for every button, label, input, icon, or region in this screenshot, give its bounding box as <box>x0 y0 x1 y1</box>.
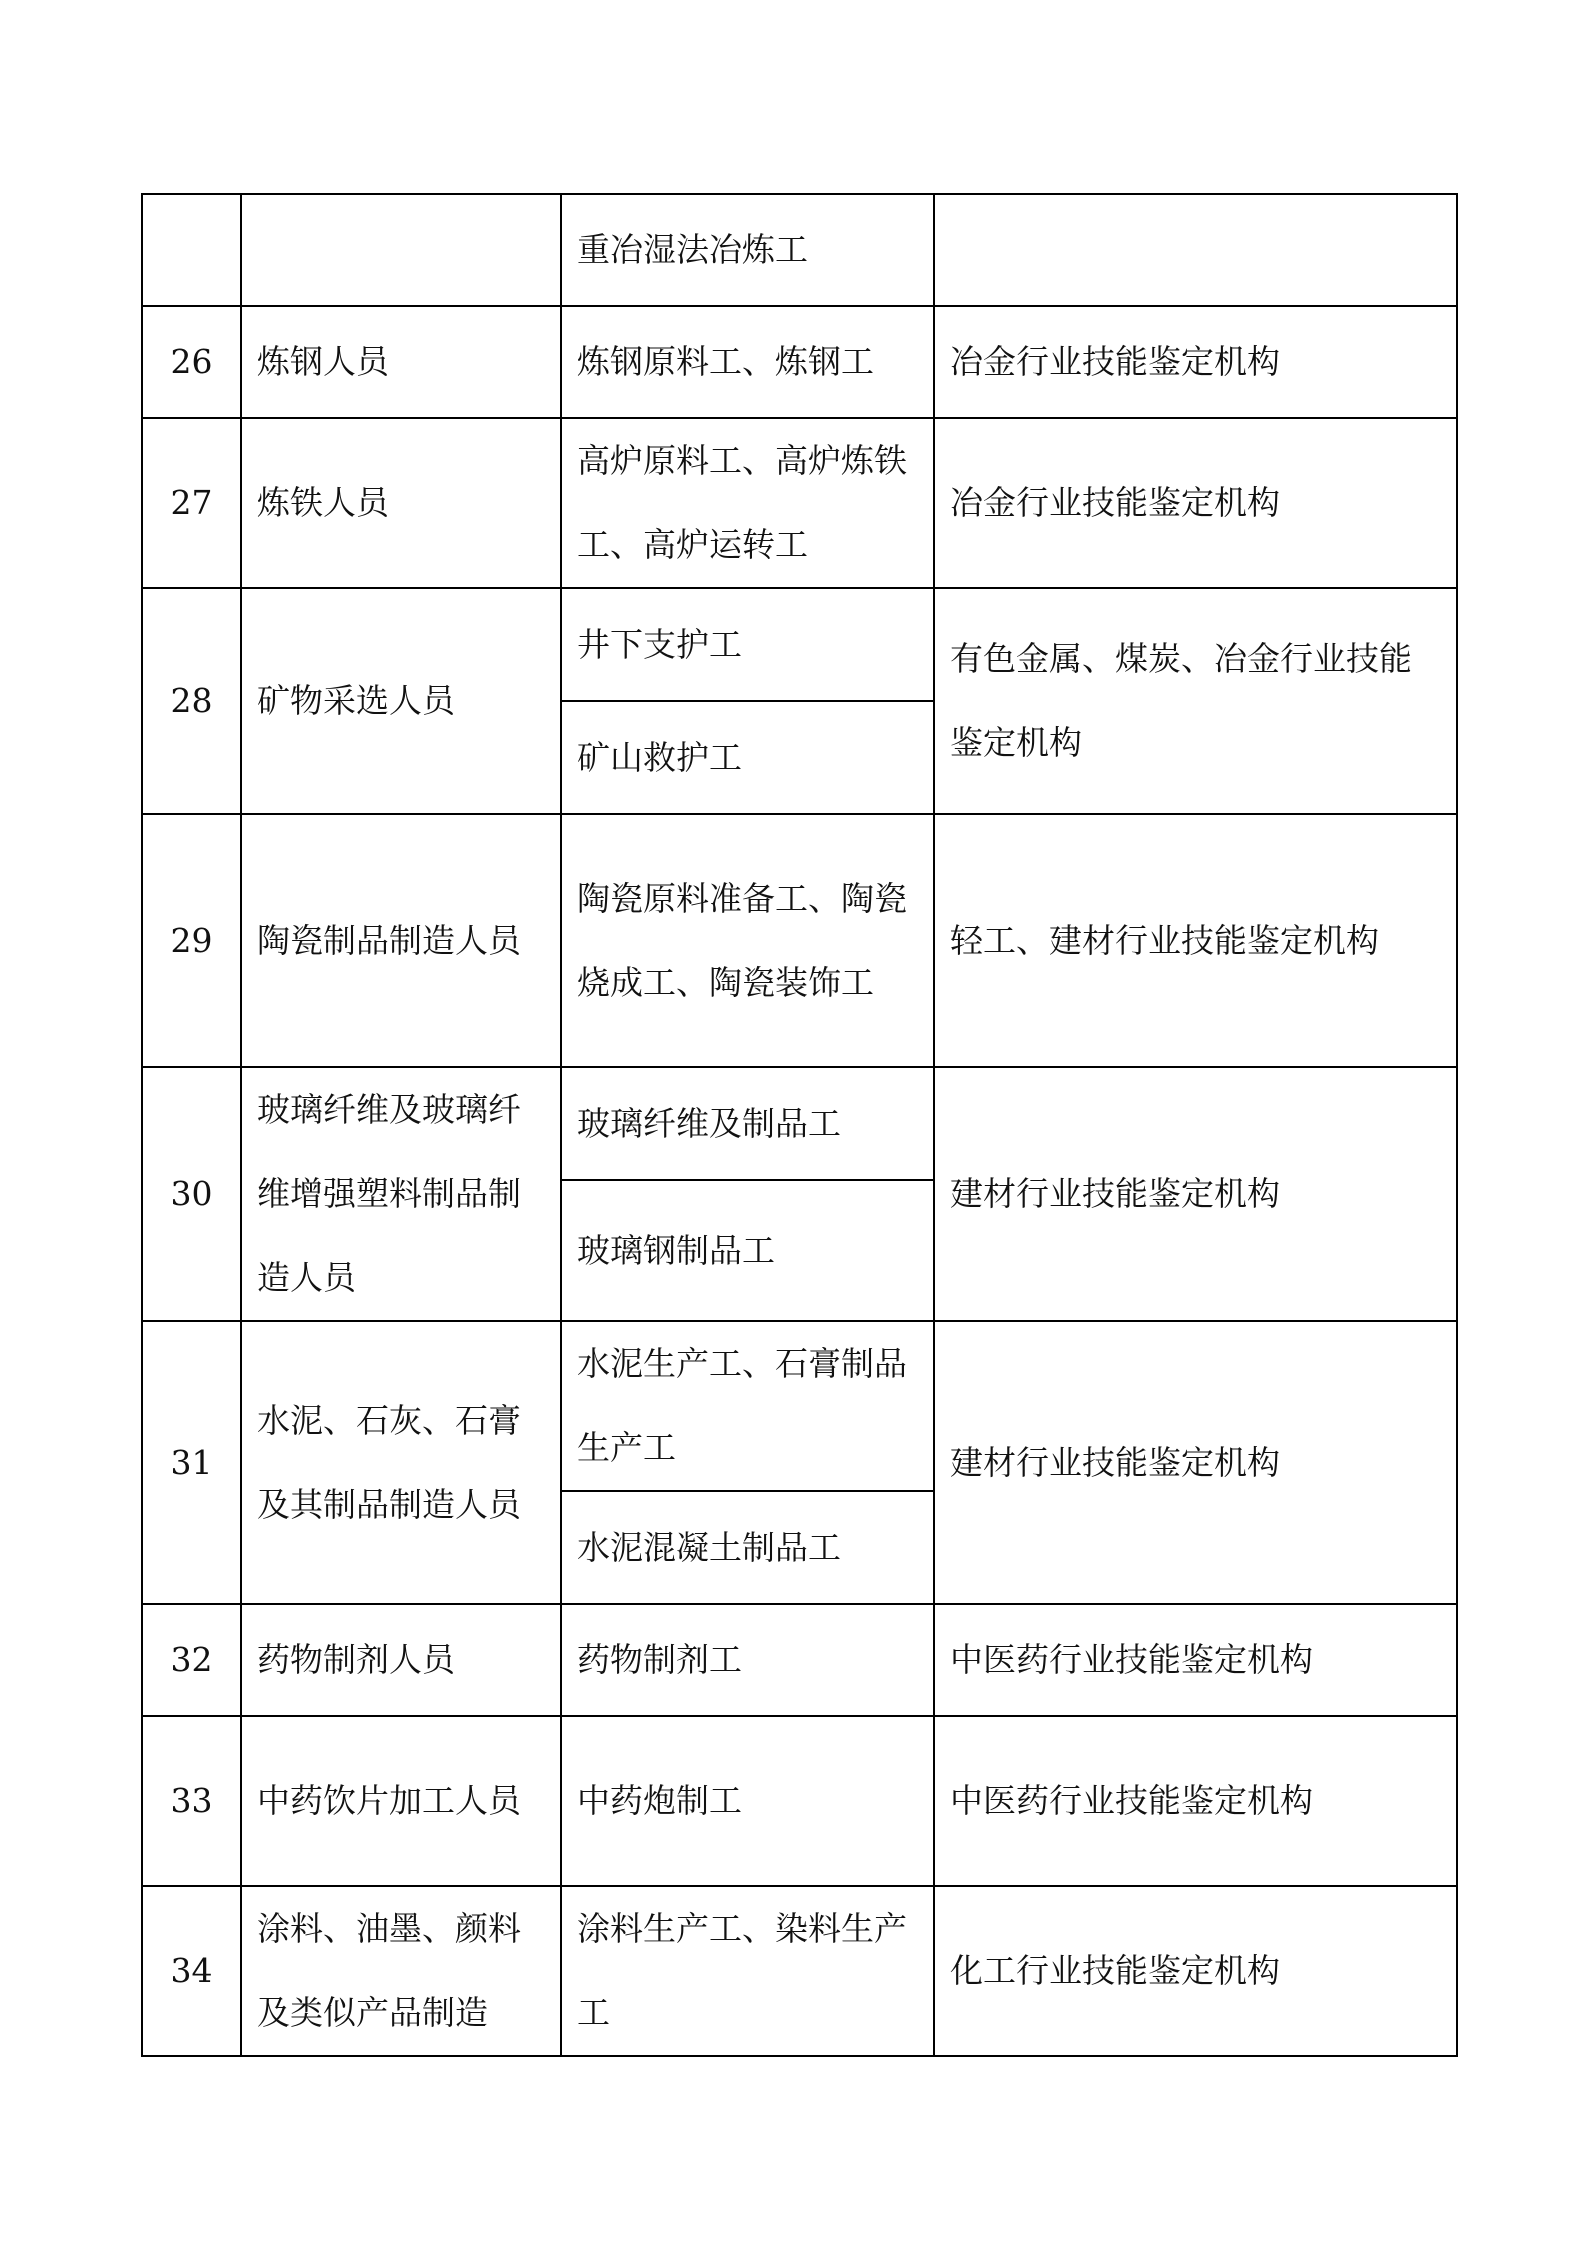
job-titles: 玻璃纤维及制品工 <box>561 1067 934 1180</box>
job-titles: 陶瓷原料准备工、陶瓷烧成工、陶瓷装饰工 <box>561 814 934 1067</box>
appraisal-agency: 建材行业技能鉴定机构 <box>934 1067 1457 1321</box>
appraisal-agency: 中医药行业技能鉴定机构 <box>934 1604 1457 1716</box>
table-row <box>142 1716 1457 1886</box>
table-row <box>142 814 1457 1067</box>
occupation-category: 炼铁人员 <box>241 418 561 588</box>
row-number: 26 <box>142 306 241 418</box>
table-row <box>142 1886 1457 2056</box>
appraisal-agency: 冶金行业技能鉴定机构 <box>934 306 1457 418</box>
job-titles: 矿山救护工 <box>561 701 934 814</box>
occupation-table <box>141 193 1458 2057</box>
occupation-category: 水泥、石灰、石膏及其制品制造人员 <box>241 1321 561 1604</box>
occupation-category <box>241 194 561 306</box>
row-number: 27 <box>142 418 241 588</box>
table-row <box>142 306 1457 418</box>
job-titles: 水泥生产工、石膏制品生产工 <box>561 1321 934 1491</box>
job-titles: 井下支护工 <box>561 588 934 701</box>
appraisal-agency: 有色金属、煤炭、冶金行业技能鉴定机构 <box>934 588 1457 814</box>
occupation-category: 矿物采选人员 <box>241 588 561 814</box>
table-row <box>142 418 1457 588</box>
row-number: 30 <box>142 1067 241 1321</box>
row-number: 32 <box>142 1604 241 1716</box>
appraisal-agency: 建材行业技能鉴定机构 <box>934 1321 1457 1604</box>
job-titles: 涂料生产工、染料生产工 <box>561 1886 934 2056</box>
table-row <box>142 588 1457 701</box>
job-titles: 高炉原料工、高炉炼铁工、高炉运转工 <box>561 418 934 588</box>
job-titles: 水泥混凝土制品工 <box>561 1491 934 1604</box>
job-titles: 药物制剂工 <box>561 1604 934 1716</box>
row-number: 28 <box>142 588 241 814</box>
occupation-category: 炼钢人员 <box>241 306 561 418</box>
row-number: 31 <box>142 1321 241 1604</box>
table-row <box>142 1604 1457 1716</box>
occupation-category: 药物制剂人员 <box>241 1604 561 1716</box>
job-titles: 炼钢原料工、炼钢工 <box>561 306 934 418</box>
occupation-category: 涂料、油墨、颜料及类似产品制造 <box>241 1886 561 2056</box>
appraisal-agency: 化工行业技能鉴定机构 <box>934 1886 1457 2056</box>
row-number <box>142 194 241 306</box>
row-number: 33 <box>142 1716 241 1886</box>
table-row <box>142 1321 1457 1491</box>
table-row <box>142 194 1457 306</box>
occupation-category: 陶瓷制品制造人员 <box>241 814 561 1067</box>
appraisal-agency: 轻工、建材行业技能鉴定机构 <box>934 814 1457 1067</box>
appraisal-agency <box>934 194 1457 306</box>
appraisal-agency: 冶金行业技能鉴定机构 <box>934 418 1457 588</box>
job-titles: 玻璃钢制品工 <box>561 1180 934 1321</box>
row-number: 34 <box>142 1886 241 2056</box>
table-row <box>142 1067 1457 1180</box>
occupation-category: 玻璃纤维及玻璃纤维增强塑料制品制造人员 <box>241 1067 561 1321</box>
appraisal-agency: 中医药行业技能鉴定机构 <box>934 1716 1457 1886</box>
occupation-category: 中药饮片加工人员 <box>241 1716 561 1886</box>
job-titles: 中药炮制工 <box>561 1716 934 1886</box>
row-number: 29 <box>142 814 241 1067</box>
job-titles: 重冶湿法冶炼工 <box>561 194 934 306</box>
